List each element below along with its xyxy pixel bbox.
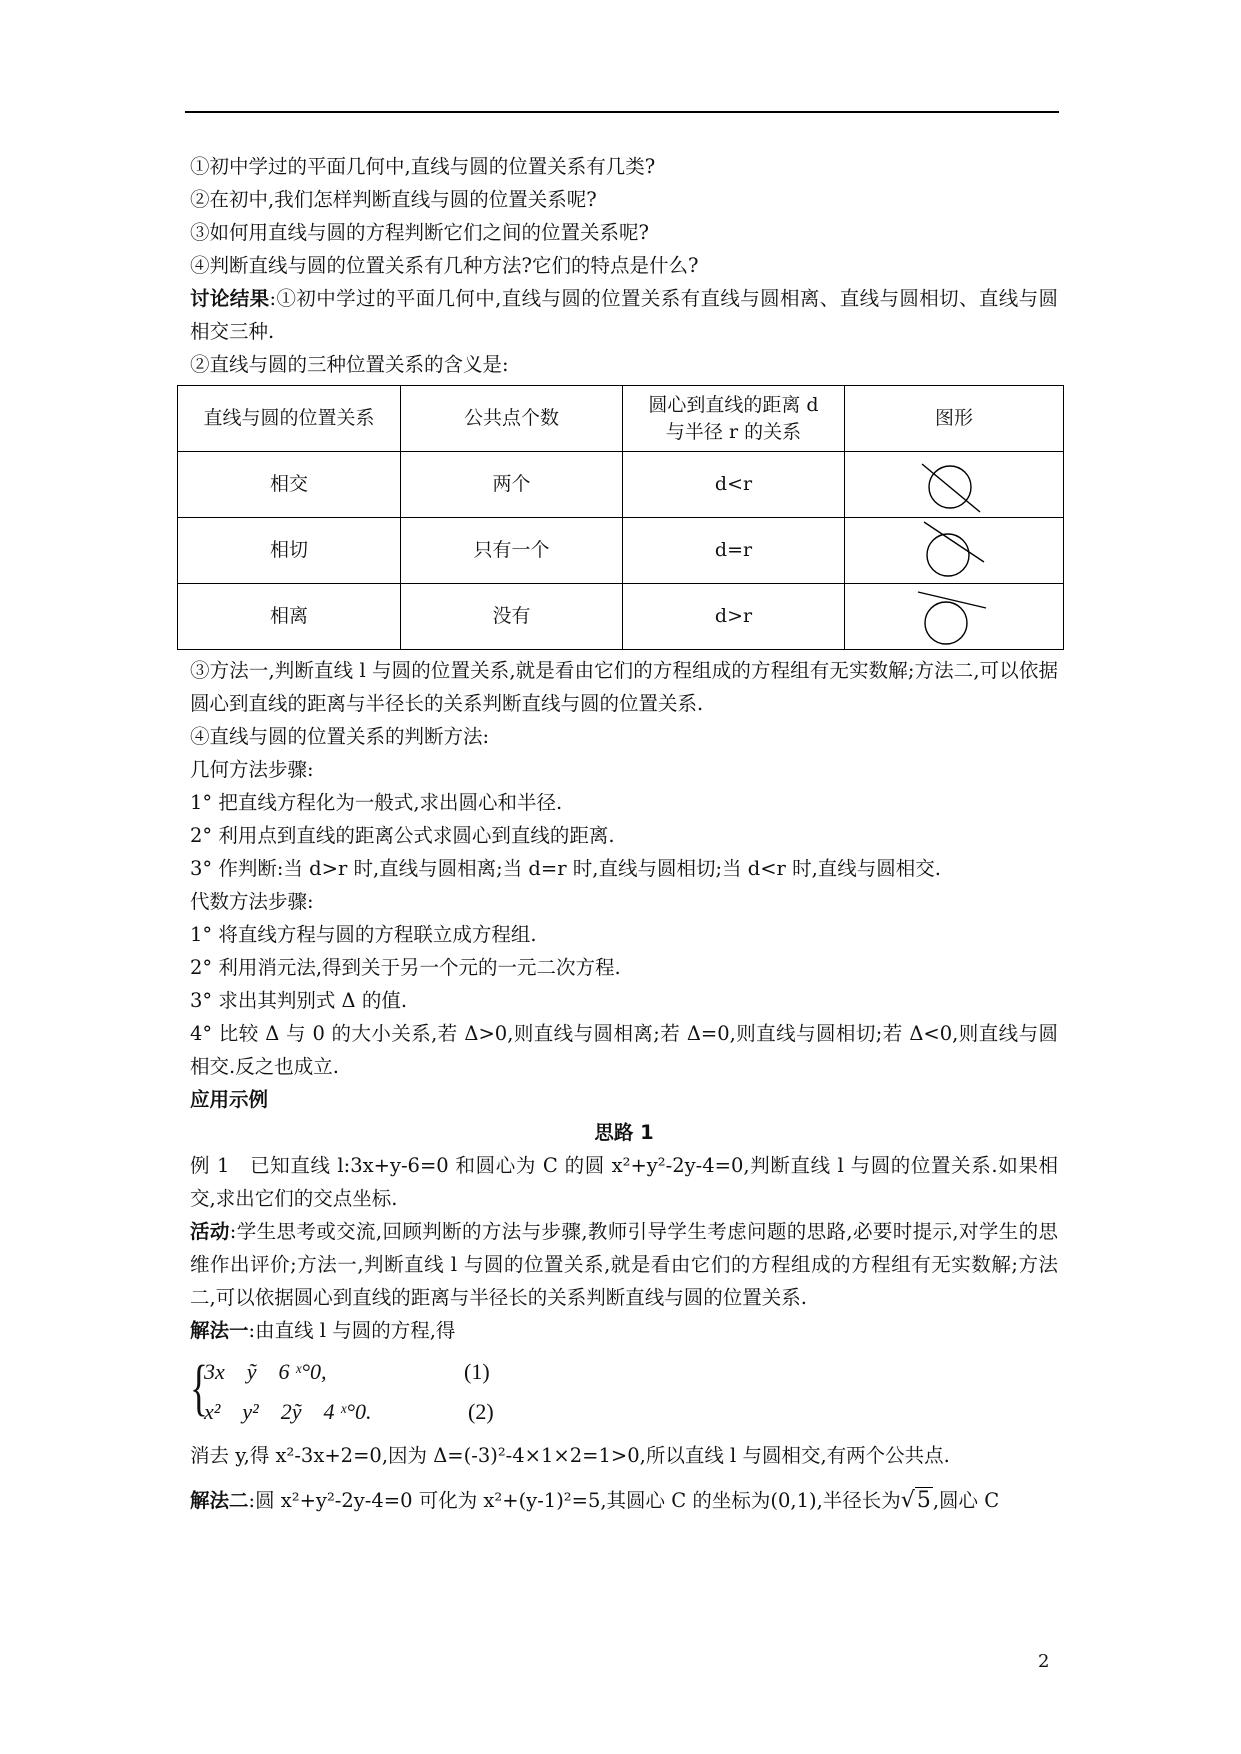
geo-step-3: 3° 作判断:当 d>r 时,直线与圆相离;当 d=r 时,直线与圆相切;当 d<r 时,直线与圆相交. <box>190 857 941 880</box>
table-row <box>178 584 1064 650</box>
solution-2-label: 解法二 <box>190 1489 249 1512</box>
relation-table <box>177 385 1064 650</box>
cell-figure <box>845 452 1064 518</box>
discussion-label: 讨论结果 <box>190 287 270 310</box>
line-separate-circle-icon <box>914 586 994 648</box>
equation-system <box>190 1351 1058 1433</box>
equation-2: x² y² 2ỹ 4 ˣ°0. <box>204 1399 372 1424</box>
judge-title: ④直线与圆的位置关系的判断方法: <box>190 725 490 748</box>
sqrt-radicand: 5 <box>916 1488 931 1513</box>
question-2: ②在初中,我们怎样判断直线与圆的位置关系呢? <box>190 188 597 211</box>
cell-figure <box>845 584 1064 650</box>
table-row <box>178 452 1064 518</box>
solution-2-text: :圆 x²+y²-2y-4=0 可化为 x²+(y-1)²=5,其圆心 C 的坐标为(0,1),半径长为 <box>248 1489 901 1512</box>
alg-step-3: 3° 求出其判别式 Δ 的值. <box>190 989 408 1012</box>
geo-step-1: 1° 把直线方程化为一般式,求出圆心和半径. <box>190 791 563 814</box>
geo-step-2: 2° 利用点到直线的距离公式求圆心到直线的距离. <box>190 824 615 847</box>
brace-icon: { <box>190 1354 208 1422</box>
header-relation: 直线与圆的位置关系 <box>178 386 401 452</box>
cell-count: 没有 <box>401 584 623 650</box>
solution-2-tail: ,圆心 C <box>932 1489 1000 1512</box>
methods-paragraph: ③方法一,判断直线 l 与圆的位置关系,就是看由它们的方程组成的方程组有无实数解;方法二,可以依据圆心到直线的距离与半径长的关系判断直线与圆的位置关系. <box>190 659 1058 715</box>
cell-count: 两个 <box>401 452 623 518</box>
alg-step-4: 4° 比较 Δ 与 0 的大小关系,若 Δ>0,则直线与圆相离;若 Δ=0,则直线与圆相切;若 Δ<0,则直线与圆相交.反之也成立. <box>190 1022 1058 1078</box>
header-rule <box>185 111 1059 113</box>
solution-1-text: :由直线 l 与圆的方程,得 <box>248 1319 456 1342</box>
question-3: ③如何用直线与圆的方程判断它们之间的位置关系呢? <box>190 221 649 244</box>
cell-relation: 相离 <box>178 584 401 650</box>
table-header-row <box>178 386 1064 452</box>
elimination-line: 消去 y,得 x²-3x+2=0,因为 Δ=(-3)²-4×1×2=1>0,所以直线 l 与圆相交,有两个公共点. <box>190 1444 950 1467</box>
line-tangent-circle-icon <box>914 520 994 582</box>
cell-relation: 相交 <box>178 452 401 518</box>
geo-title: 几何方法步骤: <box>190 758 314 781</box>
equation-1-number: (1) <box>464 1359 490 1384</box>
discussion-paragraph <box>190 282 1058 348</box>
cell-condition: d=r <box>623 518 845 584</box>
sqrt-expression: √5 <box>900 1488 931 1513</box>
table-row <box>178 518 1064 584</box>
idea-title: 思路 1 <box>594 1121 654 1144</box>
header-distance-line1: 圆心到直线的距离 d <box>648 393 819 416</box>
cell-condition: d<r <box>623 452 845 518</box>
cell-count: 只有一个 <box>401 518 623 584</box>
equation-2-number: (2) <box>468 1399 494 1424</box>
header-distance-line2: 与半径 r 的关系 <box>665 420 802 443</box>
alg-step-2: 2° 利用消元法,得到关于另一个元的一元二次方程. <box>190 956 621 979</box>
cell-condition: d>r <box>623 584 845 650</box>
line-intersecting-circle-icon <box>914 454 994 516</box>
question-1: ①初中学过的平面几何中,直线与圆的位置关系有几类? <box>190 155 656 178</box>
question-4: ④判断直线与圆的位置关系有几种方法?它们的特点是什么? <box>190 254 699 277</box>
activity-label: 活动 <box>190 1220 230 1243</box>
solution-2-line <box>190 1484 1058 1517</box>
discussion-line2: ②直线与圆的三种位置关系的含义是: <box>190 353 509 376</box>
header-figure: 图形 <box>845 386 1064 452</box>
example-1: 例 1 已知直线 l:3x+y-6=0 和圆心为 C 的圆 x²+y²-2y-4=0,判断直线 l 与圆的位置关系.如果相交,求出它们的交点坐标. <box>190 1154 1058 1210</box>
document-body <box>190 150 1058 1517</box>
header-distance <box>623 386 845 452</box>
discussion-text: :①初中学过的平面几何中,直线与圆的位置关系有直线与圆相离、直线与圆相切、直线与圆相交三种. <box>190 287 1058 343</box>
equation-1: 3x ỹ 6 ˣ°0, <box>204 1359 327 1384</box>
cell-relation: 相切 <box>178 518 401 584</box>
page-number: 2 <box>1038 1651 1050 1672</box>
solution-1-label: 解法一 <box>190 1319 249 1342</box>
header-count: 公共点个数 <box>401 386 623 452</box>
alg-step-1: 1° 将直线方程与圆的方程联立成方程组. <box>190 923 537 946</box>
solution-1-intro <box>190 1314 1058 1347</box>
alg-title: 代数方法步骤: <box>190 890 314 913</box>
activity-text: :学生思考或交流,回顾判断的方法与步骤,教师引导学生考虑问题的思路,必要时提示,对学生的思维作出评价;方法一,判断直线 l 与圆的位置关系,就是看由它们的方程组成的方程组有无实数解;方法二,可以依据圆心到直线的距离与半径长的关系判断直线与圆的位置关系. <box>190 1220 1058 1309</box>
app-title: 应用示例 <box>190 1088 269 1111</box>
cell-figure <box>845 518 1064 584</box>
activity-paragraph <box>190 1215 1058 1314</box>
